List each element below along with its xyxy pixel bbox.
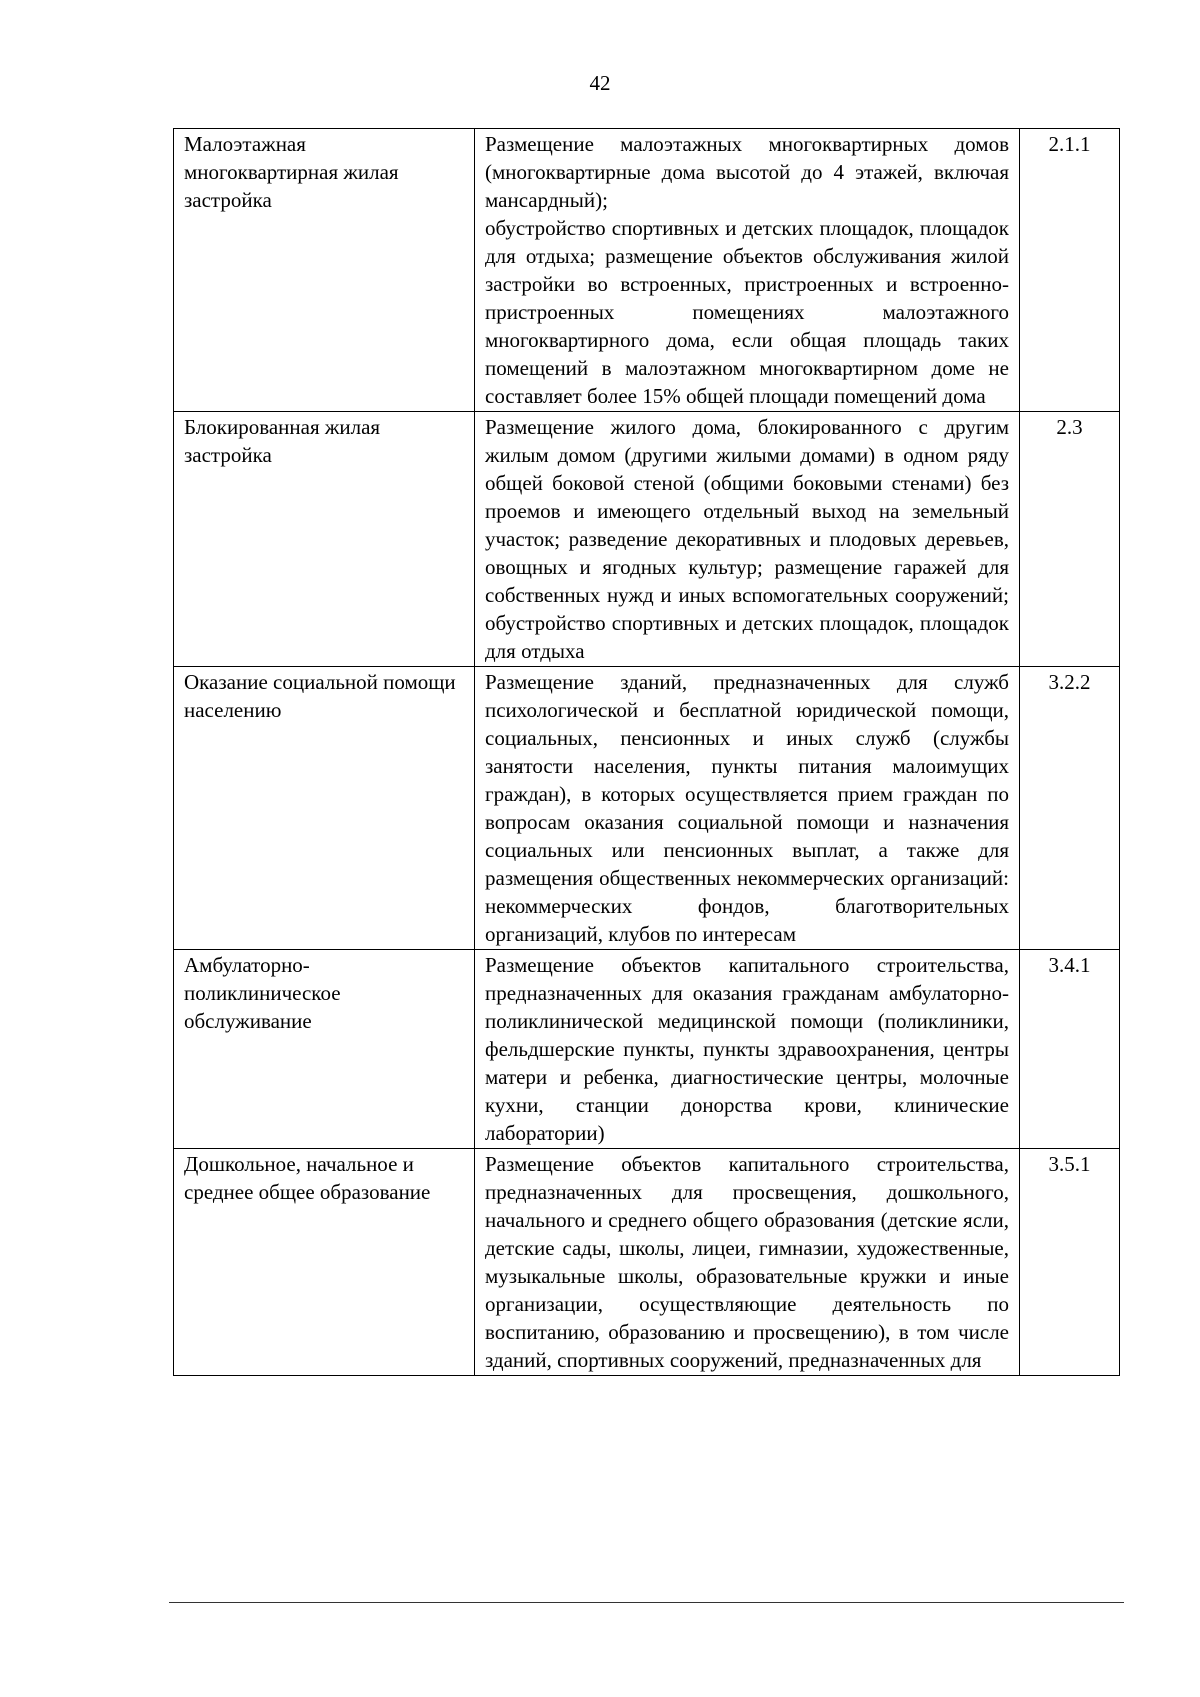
land-use-description [475,667,1020,950]
land-use-name: Дошкольное, начальное и среднее общее образование [174,1149,475,1376]
table-row [174,412,1120,667]
land-use-code: 2.3 [1020,412,1120,667]
land-use-description [475,1149,1020,1376]
table-row [174,667,1120,950]
footer-divider [169,1602,1124,1603]
land-use-code: 3.5.1 [1020,1149,1120,1376]
page-number: 42 [589,71,611,95]
land-use-name: Малоэтажная многоквартирная жилая застройка [174,129,475,412]
land-use-description [475,950,1020,1149]
land-use-name: Амбулаторно-поликлиническое обслуживание [174,950,475,1149]
land-use-code: 2.1.1 [1020,129,1120,412]
land-use-table [173,128,1120,1376]
land-use-code: 3.4.1 [1020,950,1120,1149]
land-use-name: Блокированная жилая застройка [174,412,475,667]
table-row [174,1149,1120,1376]
description-paragraph: Размещение жилого дома, блокированного с другим жилым домом (другими жилыми домами) в одном ряду общей боковой стеной (общими боковыми стенами) без проемов и имеющего отдельный выход на земельный участок; разведение декоративных и плодовых деревьев, овощных и ягодных культур; размещение гаражей для собственных нужд и иных вспомогательных сооружений; обустройство спортивных и детских площадок, площадок для отдыха [485,415,1009,663]
description-paragraph: Размещение объектов капитального строительства, предназначенных для просвещения, дошкольного, начального и среднего общего образования (детские ясли, детские сады, школы, лицеи, гимназии, художественные, музыкальные школы, образовательные кружки и иные организации, осуществляющие деятельность по воспитанию, образованию и просвещению), в том числе зданий, спортивных сооружений, предназначенных для [485,1152,1009,1372]
land-use-description [475,412,1020,667]
description-paragraph: Размещение малоэтажных многоквартирных домов (многоквартирные дома высотой до 4 этажей, включая мансардный); [485,132,1009,212]
land-use-code: 3.2.2 [1020,667,1120,950]
land-use-description [475,129,1020,412]
table-row [174,129,1120,412]
description-paragraph: Размещение объектов капитального строительства, предназначенных для оказания гражданам амбулаторно-поликлинической медицинской помощи (поликлиники, фельдшерские пункты, пункты здравоохранения, центры матери и ребенка, диагностические центры, молочные кухни, станции донорства крови, клинические лаборатории) [485,953,1009,1145]
land-use-name: Оказание социальной помощи населению [174,667,475,950]
table-row [174,950,1120,1149]
description-paragraph: Размещение зданий, предназначенных для служб психологической и бесплатной юридической помощи, социальных, пенсионных и иных служб (службы занятости населения, пункты питания малоимущих граждан), в которых осуществляется прием граждан по вопросам оказания социальной помощи и назначения социальных или пенсионных выплат, а также для размещения общественных некоммерческих организаций: некоммерческих фондов, благотворительных организаций, клубов по интересам [485,670,1009,946]
description-paragraph: обустройство спортивных и детских площадок, площадок для отдыха; размещение объектов обслуживания жилой застройки во встроенных, пристроенных и встроенно-пристроенных помещениях малоэтажного многоквартирного дома, если общая площадь таких помещений в малоэтажном многоквартирном доме не составляет более 15% общей площади помещений дома [485,216,1009,408]
